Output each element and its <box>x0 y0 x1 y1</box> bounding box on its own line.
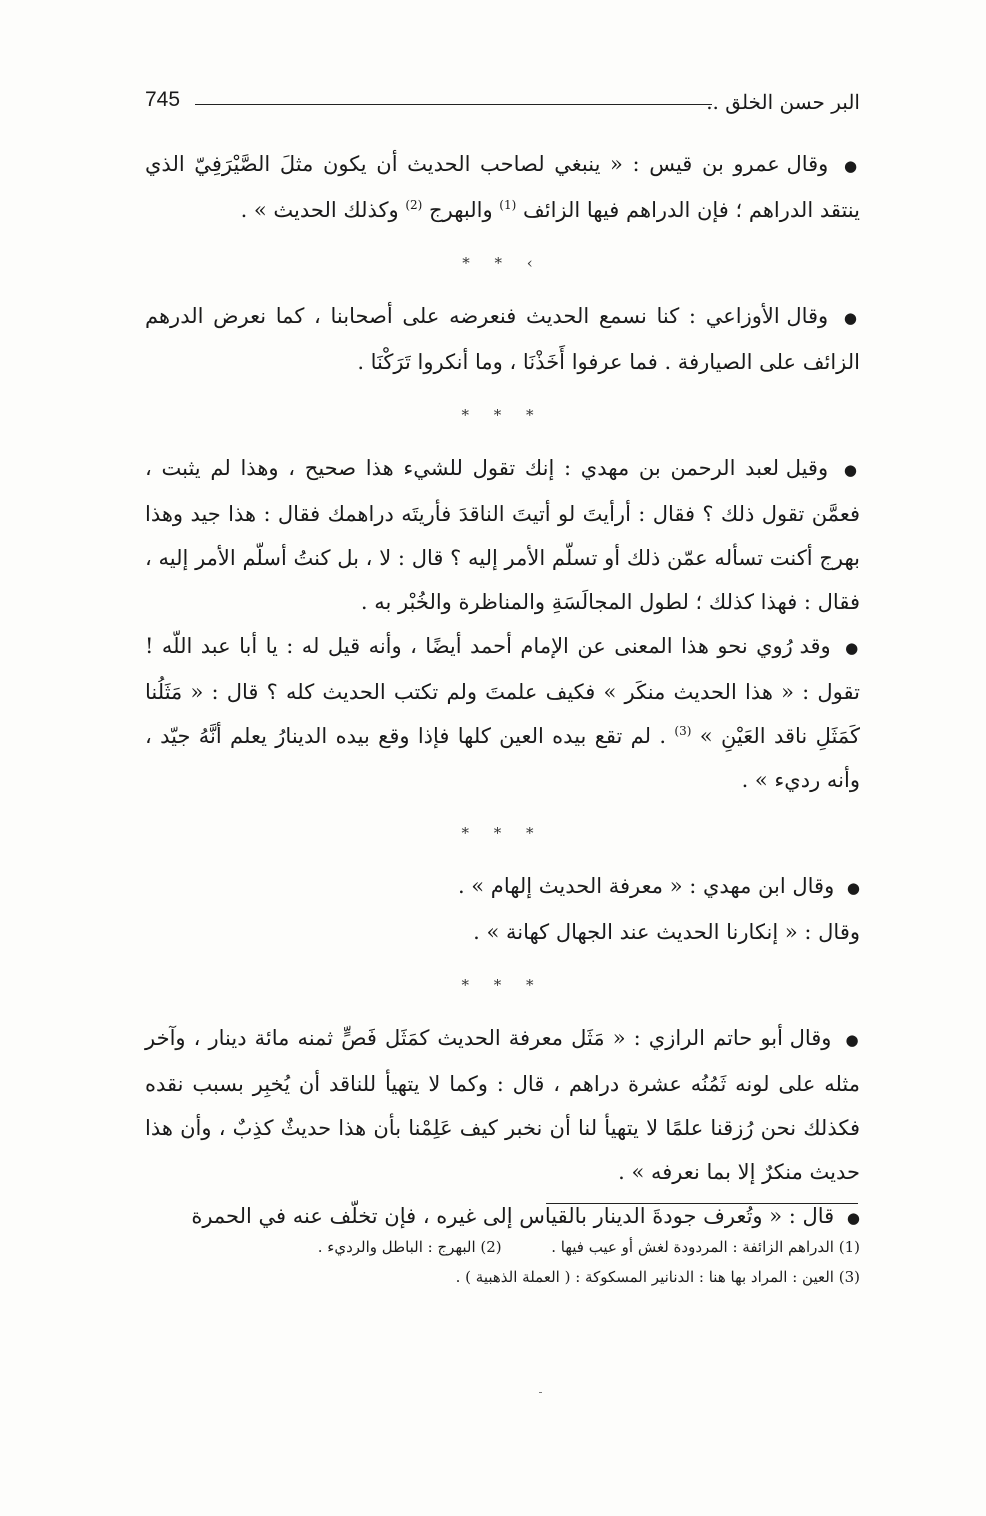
running-header <box>145 88 860 122</box>
footnote: (1) الدراهم الزائفة : المردودة لغش أو عيب فيها . <box>551 1238 860 1256</box>
footnote-ref: (1) <box>499 198 517 212</box>
paragraph-text: وقال عمرو بن قيس : « ينبغي لصاحب الحديث أن يكون مثلَ الصَّيْرَفِيّ الذي ينتقد الدراهم ؛ فإن الدراهم فيها الزائف <box>145 152 860 222</box>
paragraph-text: وقد رُوي نحو هذا المعنى عن الإمام أحمد أيضًا ، وأنه قيل له : يا أبا عبد اللّه ! تقول : « هذا الحديث منكَر » فكيف علمتَ ولم تكتب الحديث كله ؟ قال : « مَثَلُنا كَمَثَلِ ناقد العَيْنِ » <box>145 634 860 748</box>
paragraph-text: قال : « وتُعرف جودةَ الدينار بالقياس إلى غيره ، فإن تخلّف عنه في الحمرة <box>191 1204 835 1228</box>
footnotes <box>145 1232 860 1292</box>
section-separator: * * * <box>461 824 544 842</box>
footnote: (3) العين : المراد بها هنا : الدنانير المسكوكة : ( العملة الذهبية ) . <box>455 1268 860 1286</box>
bullet-icon: ● <box>846 1209 860 1227</box>
paragraph <box>145 864 860 910</box>
paragraph-text: وقال أبو حاتم الرازي : « مَثَل معرفة الحديث كمَثَل فَصٍّ ثمنه مائة دينار ، وآخر مثله على لونه ثَمُنُه عشرة دراهم ، قال : وكما لا يتهيأ للناقد أن يُخبِر بسبب نقده فكذلك نحن رُزقنا علمًا لا يتهيأ لنا أن نخبر كيف عَلِمْنا بأن هذا حديثٌ كذِبٌ ، وأن هذا حديث منكرٌ إلا بما نعرفه » . <box>145 1026 860 1184</box>
paragraph <box>145 910 860 954</box>
footnote-rule <box>546 1203 858 1204</box>
paragraph <box>145 1016 860 1194</box>
bullet-icon: ● <box>843 157 860 175</box>
paragraph-text: وقال ابن مهدي : « معرفة الحديث إلهام » . <box>457 874 835 898</box>
paragraph <box>145 294 860 384</box>
scan-speck <box>539 1392 542 1393</box>
paragraph-text: وقيل لعبد الرحمن بن مهدي : إنك تقول للشيء هذا صحيح ، وهذا لم يثبت ، فعمَّن تقول ذلك ؟ فقال : أرأيتَ لو أتيتَ الناقدَ فأريتَه دراهمك فقال : هذا جيد وهذا بهرج أكنت تسأله عمّن ذلك أو تسلّم الأمر إليه ؟ قال : لا ، بل كنتُ أسلّم الأمر إليه ، فقال : فهذا كذلك ؛ لطول المجالَسَةِ والمناظرة والخُبْر به . <box>145 456 860 614</box>
bullet-icon: ● <box>843 461 860 479</box>
bullet-icon: ● <box>845 639 860 657</box>
paragraph <box>145 624 860 802</box>
footnote-ref: (2) <box>405 198 423 212</box>
page-body <box>145 142 860 1240</box>
section-separator: * * ‹ <box>462 254 543 272</box>
paragraph-text: . لم تقع بيده العين كلها فإذا وقع بيده الدينارُ يعلم أنَّهُ جيّد ، وأنه رديء » . <box>145 724 860 792</box>
page-number: 745 <box>145 88 181 111</box>
footnote-line <box>145 1232 860 1262</box>
paragraph-text: والبهرج <box>429 198 493 222</box>
paragraph <box>145 446 860 624</box>
paragraph <box>145 142 860 232</box>
header-rule <box>195 104 712 105</box>
bullet-icon: ● <box>846 879 860 897</box>
bullet-icon: ● <box>845 1031 861 1049</box>
bullet-icon: ● <box>843 309 860 327</box>
paragraph-text: وكذلك الحديث » . <box>240 198 399 222</box>
header-title: البر حسن الخلق .. <box>706 90 860 114</box>
footnote: (2) البهرج : الباطل والرديء . <box>317 1238 502 1256</box>
paragraph-text: وقال : « إنكارنا الحديث عند الجهال كهانة » . <box>473 920 860 944</box>
section-separator: * * * <box>461 976 544 994</box>
footnote-line <box>145 1262 860 1292</box>
paragraph-text: وقال الأوزاعي : كنا نسمع الحديث فنعرضه على أصحابنا ، كما نعرض الدرهم الزائف على الصيارفة . فما عرفوا أَخَذْنَا ، وما أنكروا تَرَكْنَا . <box>145 304 860 374</box>
footnote-ref: (3) <box>674 724 692 738</box>
section-separator: * * * <box>461 406 544 424</box>
